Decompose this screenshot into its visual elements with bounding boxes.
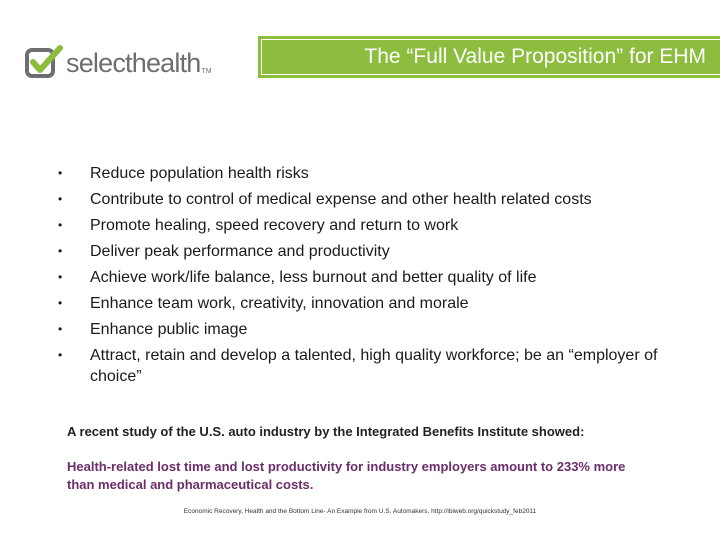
list-item-text: Attract, retain and develop a talented, high quality workforce; be an “employer of choice” [90, 346, 658, 385]
source-citation: Economic Recovery, Health and the Bottom Line- An Example from U.S. Automakers. http://ibiweb.org/quickstudy_feb2011 [183, 508, 537, 515]
study-intro: A recent study of the U.S. auto industry by the Integrated Benefits Institute showed: [67, 424, 585, 439]
selecthealth-logo [24, 44, 212, 82]
study-finding: Health-related lost time and lost productivity for industry employers amount to 233% more than medical and pharmaceutical costs. [67, 459, 626, 492]
bullet-icon: • [58, 218, 63, 232]
list-item [56, 160, 696, 186]
list-item-text: Deliver peak performance and productivity [90, 242, 390, 260]
bullet-icon: • [58, 244, 63, 258]
logo-wordmark: selecthealth [66, 47, 201, 78]
list-item-text: Reduce population health risks [90, 164, 309, 182]
bullet-icon: • [58, 270, 63, 284]
bullet-icon: • [58, 166, 63, 180]
list-item-text: Enhance public image [90, 320, 248, 338]
checkmark-logo-icon [24, 44, 64, 82]
list-item [56, 264, 696, 290]
list-item-text: Achieve work/life balance, less burnout and better quality of life [90, 268, 537, 286]
bullet-icon: • [58, 348, 63, 362]
list-item [56, 342, 696, 389]
list-item-text: Promote healing, speed recovery and return to work [90, 216, 459, 234]
benefit-list [56, 160, 696, 389]
list-item [56, 290, 696, 316]
title-banner [258, 36, 720, 78]
list-item-text: Enhance team work, creativity, innovation and morale [90, 294, 469, 312]
list-item [56, 316, 696, 342]
bullet-icon: • [58, 296, 63, 310]
list-item [56, 186, 696, 212]
list-item [56, 212, 696, 238]
list-item [56, 238, 696, 264]
bullet-icon: • [58, 322, 63, 336]
slide-title: The “Full Value Proposition” for EHM [364, 45, 706, 68]
list-item-text: Contribute to control of medical expense and other health related costs [90, 190, 592, 208]
logo-trademark: TM [201, 68, 212, 75]
bullet-icon: • [58, 192, 63, 206]
